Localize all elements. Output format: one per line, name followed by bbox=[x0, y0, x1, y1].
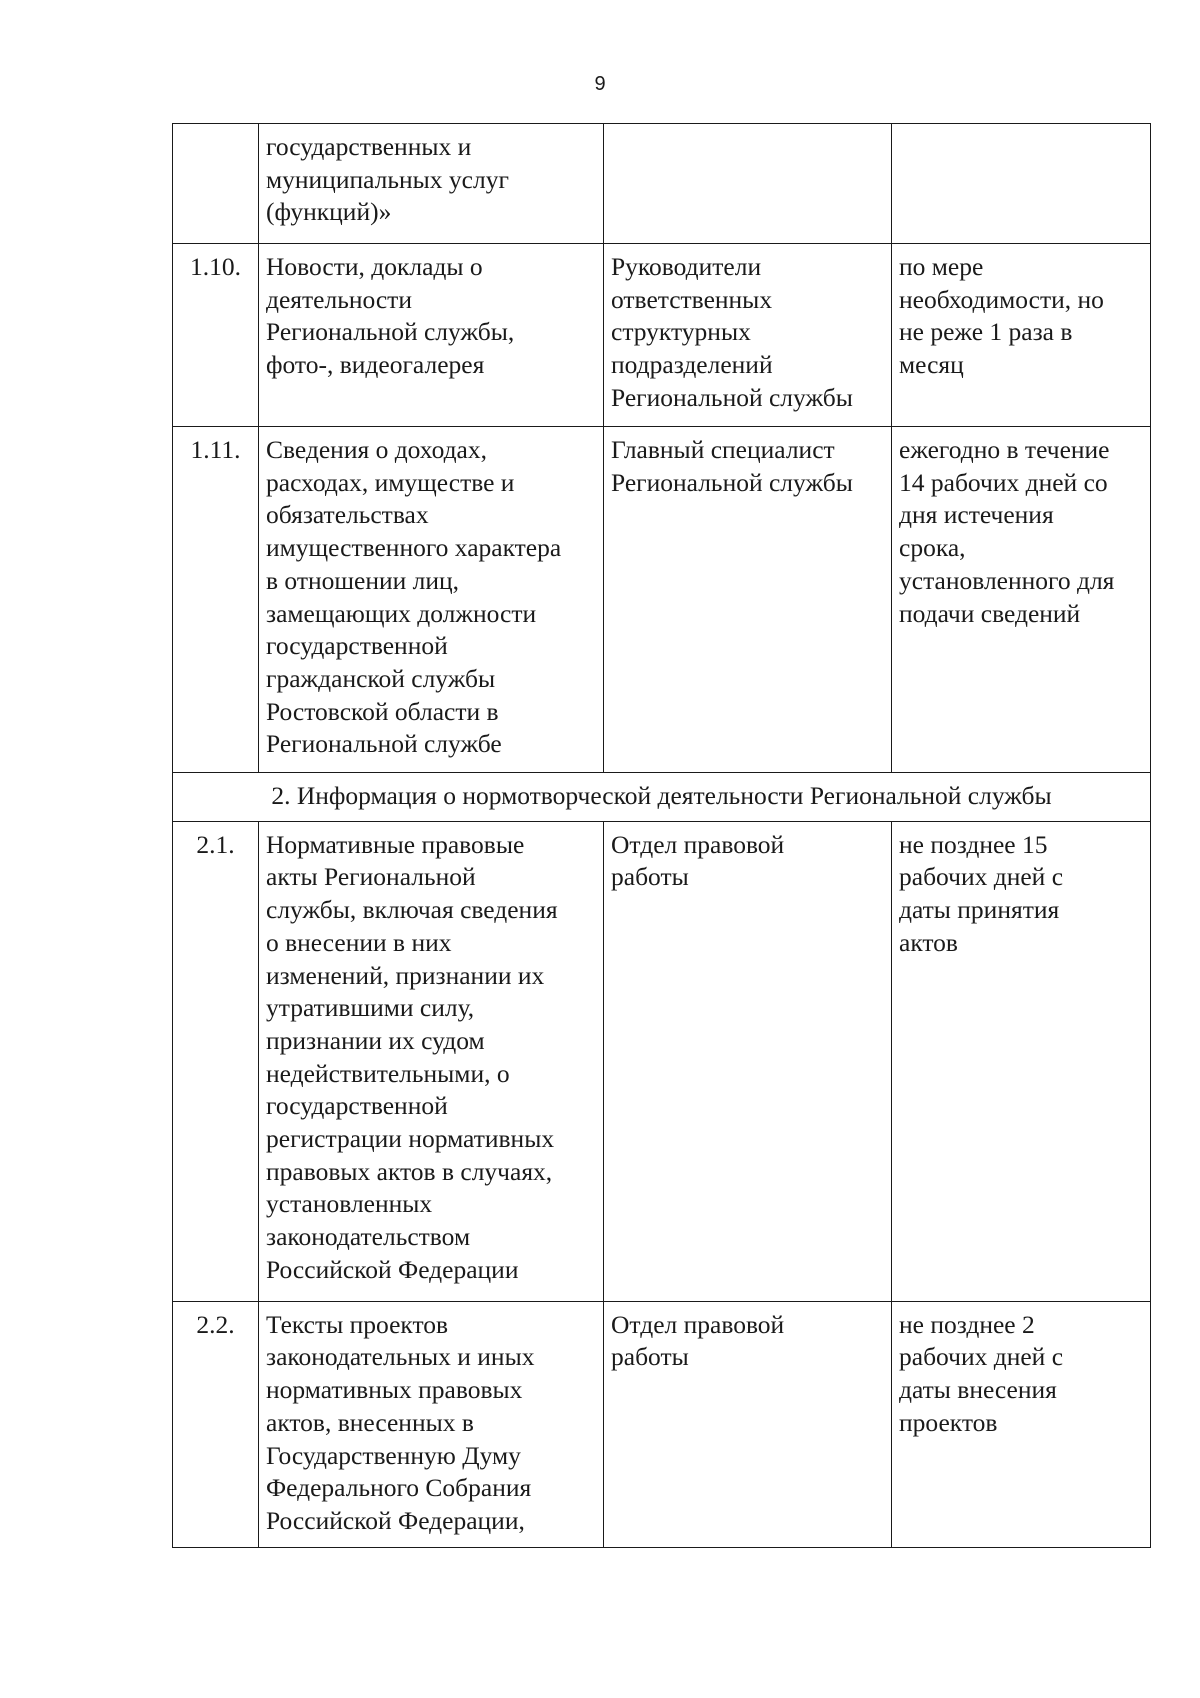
term-cell bbox=[892, 1301, 1151, 1547]
responsible-cell bbox=[604, 1301, 892, 1547]
responsible-text: Отдел правовой работы bbox=[611, 829, 785, 892]
term-text: по мере необходимости, но не реже 1 раза в месяц bbox=[899, 252, 1104, 380]
section-title: 2. Информация о нормотворческой деятельности Региональной службы bbox=[271, 781, 1052, 810]
table-row bbox=[173, 821, 1151, 1301]
row-number: 2.1. bbox=[196, 829, 235, 859]
table-row bbox=[173, 1301, 1151, 1547]
responsible-text: Руководители ответственных структурных подразделений Региональной службы bbox=[611, 252, 853, 412]
row-number-cell bbox=[173, 124, 259, 244]
section-title-cell bbox=[173, 773, 1151, 822]
term-text: не позднее 15 рабочих дней с даты принятия актов bbox=[899, 829, 1064, 957]
responsible-text: Главный специалист Региональной службы bbox=[611, 435, 853, 497]
row-number-cell bbox=[173, 244, 259, 427]
table-row bbox=[173, 427, 1151, 773]
description-text: Нормативные правовые акты Региональной службы, включая сведения о внесении в них изменений, признании их утратившими силу, признании их судом недействительными, о государственной регистрации нормативных правовых актов в случаях, установленных законодательством Российской Федерации bbox=[266, 829, 558, 1284]
row-number: 2.2. bbox=[196, 1309, 235, 1339]
description-text: Тексты проектов законодательных и иных нормативных правовых актов, внесенных в Государственную Думу Федерального Собрания Российской Федерации, bbox=[266, 1309, 535, 1535]
section-header-row bbox=[173, 773, 1151, 822]
description-cell bbox=[259, 244, 604, 427]
term-cell bbox=[892, 124, 1151, 244]
term-text: ежегодно в течение 14 рабочих дней со дня истечения срока, установленного для подачи сведений bbox=[899, 435, 1115, 628]
description-cell bbox=[259, 821, 604, 1301]
responsible-cell bbox=[604, 244, 892, 427]
row-number-cell bbox=[173, 821, 259, 1301]
description-cell bbox=[259, 1301, 604, 1547]
table-row bbox=[173, 244, 1151, 427]
responsible-cell bbox=[604, 821, 892, 1301]
row-number-cell bbox=[173, 1301, 259, 1547]
responsible-cell bbox=[604, 427, 892, 773]
row-number: 1.10. bbox=[190, 252, 241, 281]
description-text: государственных и муниципальных услуг (функций)» bbox=[266, 132, 509, 227]
term-cell bbox=[892, 427, 1151, 773]
row-number: 1.11. bbox=[190, 435, 241, 464]
row-number-cell bbox=[173, 427, 259, 773]
table-row bbox=[173, 124, 1151, 244]
information-table bbox=[172, 123, 1151, 1548]
description-text: Сведения о доходах, расходах, имуществе и обязательствах имущественного характера в отношении лиц, замещающих должности государственной гражданской службы Ростовской области в Региональной службе bbox=[266, 435, 562, 759]
page-number: 9 bbox=[594, 73, 606, 95]
responsible-cell bbox=[604, 124, 892, 244]
responsible-text: Отдел правовой работы bbox=[611, 1309, 785, 1372]
description-cell bbox=[259, 427, 604, 773]
description-text: Новости, доклады о деятельности Региональной службы, фото-, видеогалерея bbox=[266, 252, 515, 380]
description-cell bbox=[259, 124, 604, 244]
term-text: не позднее 2 рабочих дней с даты внесения проектов bbox=[899, 1309, 1064, 1437]
term-cell bbox=[892, 821, 1151, 1301]
term-cell bbox=[892, 244, 1151, 427]
